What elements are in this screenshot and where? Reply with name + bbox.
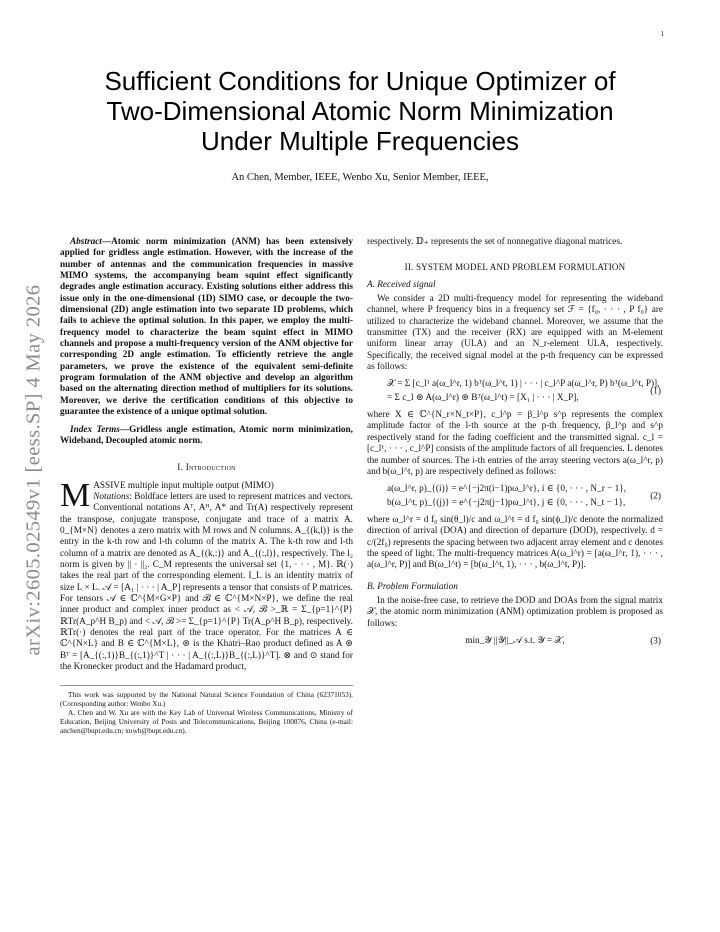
equation-2-line-2: b(ω_l^t, p)_{(j)} = e^{−j2π(j−1)pω_l^t}, j ∈ {0, · · · , N_t − 1},: [387, 497, 626, 508]
footnote-funding: This work was supported by the National Natural Science Foundation of China (62371053).(Corresponding author: Wenbo Xu.): [60, 690, 353, 709]
footnote-affiliation: A. Chen and W. Xu are with the Key Lab of Universal Wireless Communications, Ministry of Education, Beijing University of Posts and Telecommunications, Beijing 100876, China (e-mail: anchen@bupt.edu.cn; xuwb@bupt.edu.cn).: [60, 708, 353, 736]
doa-dod-paragraph: where ω_l^r = d f₀ sin(θ_l)/c and ω_l^t = d f₀ sin(ϕ_l)/c denote the normalized direction of arrival (DOA) and direction of departure (DOD), respectively. d = c/(2f₀) represents the spacing between two adjacent array element and c denotes the speed of light. The multi-frequency matrices A(ω_l^r) = [a(ω_l^r, 1), · · · , a(ω_l^r, P)] and B(ω_l^t) = [b(ω_l^t, 1), · · · , b(ω_l^t, P)].: [367, 514, 663, 571]
section-2-heading: II. SYSTEM MODEL AND PROBLEM FORMULATION: [404, 262, 626, 273]
received-signal-paragraph: We consider a 2D multi-frequency model for representing the wideband channel, where P frequency bins in a frequency set ℱ = {f₀, · · · , P f₀} are utilized to characterize the wideband channel. Moreover, we assume that the transmitter (TX) and the receiver (RX) are equipped with an M-element uniform linear array (ULA) and an N_r-element ULA, respectively. Specifically, the received signal model at the p-th frequency can be expressed as follows:: [367, 294, 663, 373]
equation-1: [367, 379, 663, 404]
footnotes: [60, 685, 353, 735]
index-terms: [60, 425, 353, 448]
author-line: An Chen, Member, IEEE, Wenbo Xu, Senior Member, IEEE,: [231, 172, 489, 183]
page-number: 1: [660, 30, 664, 38]
paper-title: [60, 66, 660, 156]
abstract: [60, 237, 353, 419]
equation-3: [367, 636, 663, 647]
problem-paragraph: In the noise-free case, to retrieve the DOD and DOAs from the signal matrix 𝒳, the atomic norm minimization (ANM) optimization problem is proposed as follows:: [367, 595, 663, 629]
right-column: [367, 237, 663, 653]
intro-first-line: ASSIVE multiple input multiple output (MIMO): [93, 480, 274, 491]
notations-label: Notations: [93, 491, 130, 502]
amplitude-paragraph: where X ∈ ℂ^{N_r×N_t×P}, c_l^p = β_l^p s^p represents the complex amplitude factor of the l-th source at the p-th frequency, β_l^p and s^p respectively stand for the fading coefficient and the transmitted signal. c_l = [c_l¹, · · · , c_l^P] consists of the amplitude factors of all frequencies. L denotes the number of sources. The i-th entries of the array steering vectors a(ω_l^r, p) and b(ω_l^t, p) are respectively defined as follows:: [367, 410, 663, 477]
equation-1-number: (1): [650, 386, 661, 397]
continued-text: respectively. 𝔻₊ represents the set of nonnegative diagonal matrices.: [367, 237, 623, 247]
arxiv-stamp-text: arXiv:2605.02549v1 [eess.SP] 4 May 2026: [22, 284, 45, 656]
equation-2-number: (2): [650, 490, 661, 501]
notations-text: : Boldface letters are used to represent matrices and vectors. Conventional notations Aᵀ, Aᴴ, A* and Tr(A) respectively represent the transpose, conjugate transpose, conjugate and trace of a matrix A. 0_{M×N} denotes a zero matrix with M rows and N columns. A_{(k,l)} is the entry in the k-th row and l-th column of the matrix A. The k-th row and l-th column of a matrix are denoted as A_{(k,:)} and A_{(:,l)}, respectively. The l₂ norm is given by || · ||₂. C_M represents the universal set {1, · · · , M}. ℝ(·) takes the real part of the corresponding element. I_L is an identity matrix of size L × L. 𝒜 = [A₁ | · · · | A_P] represents a tensor that consists of P matrices. For tensors 𝒜 ∈ ℂ^{M×G×P} and ℬ ∈ ℂ^{M×N×P}, we define the real inner product and complex inner product as < 𝒜, ℬ >_ℝ = Σ_{p=1}^{P} ℝTr(A_p^H B_p) and < 𝒜, ℬ >= Σ_{p=1}^{P} Tr(A_p^H B_p), respectively. ℝTr(·) denotes the real part of the trace operator. For the matrices A ∈ ℂ^{N×L} and B ∈ ℂ^{M×L}, ⊚ is the Khatri–Rao product defined as A ⊚ Bᵀ = [A_{(:,1)}B_{(:,1)}^T | · · · | A_{(:,L)}B_{(:,L)}^T]. ⊗ and ⊙ stand for the Kronecker product and the Hadamard product,: [60, 491, 353, 673]
index-terms-text: —Gridless angle estimation, Atomic norm minimization, Wideband, Decoupled atomic norm.: [60, 424, 353, 446]
equation-1-line-2: = Σ c_l ⊚ A(ω_l^r) ⊚ Bᵀ(ω_l^t) = [X₁ | · · · | X_P],: [387, 392, 579, 403]
left-column: [60, 237, 353, 735]
abstract-text: —Atomic norm minimization (ANM) has been extensively applied for gridless angle estimation. However, with the increase of the number of antennas and the communication frequencies in massive MIMO systems, the accompanying beam squint effect significantly degrades angle estimation accuracy. Existing solutions either address this issue only in the one-dimensional (1D) SIMO case, or decouple the two-dimensional (2D) angle estimation into two separate 1D problems, which fails to achieve the optimal solution. In this paper, we employ the multi-frequency model to characterize the beam squint effect in MIMO channels and propose a multi-frequency version of the ANM objective for corresponding 2D angle estimation. To efficiently retrieve the angle parameters, we prove the existence of the equivalent semi-definite program formulation of the ANM objective and develop an algorithm based on the alternating direction method of multipliers for its solutions. Moreover, we derive the certification conditions of this objective to guarantee the existence of a unique optimal solution.: [60, 237, 353, 418]
drop-cap: M: [60, 476, 91, 514]
title-line-1: Sufficient Conditions for Unique Optimizer of: [104, 66, 616, 96]
abstract-label: Abstract: [70, 237, 102, 247]
section-1-heading: I. Introduction: [177, 463, 236, 474]
intro-paragraph: [60, 476, 353, 674]
subsection-a-heading: A. Received signal: [367, 279, 436, 290]
equation-3-number: (3): [650, 635, 661, 646]
equation-3-line: min_𝒴 ||𝒴||_𝒜 s.t. 𝒴 = 𝒳,: [465, 635, 565, 646]
equation-2: [367, 484, 663, 509]
index-terms-label: Index Terms: [70, 424, 120, 435]
arxiv-identifier: [14, 250, 54, 690]
equation-2-line-1: a(ω_l^r, p)_{(i)} = e^{−j2π(i−1)pω_l^r}, i ∈ {0, · · · , N_r − 1},: [387, 484, 627, 495]
equation-1-line-1: 𝒳 = Σ [c_l¹ a(ω_l^r, 1) bᵀ(ω_l^t, 1) | · · · | c_l^P a(ω_l^r, P) bᵀ(ω_l^t, P)],: [387, 379, 660, 390]
title-line-3: Under Multiple Frequencies: [201, 126, 519, 156]
title-line-2: Two-Dimensional Atomic Norm Minimization: [106, 96, 614, 126]
subsection-b-heading: B. Problem Formulation: [367, 581, 458, 592]
